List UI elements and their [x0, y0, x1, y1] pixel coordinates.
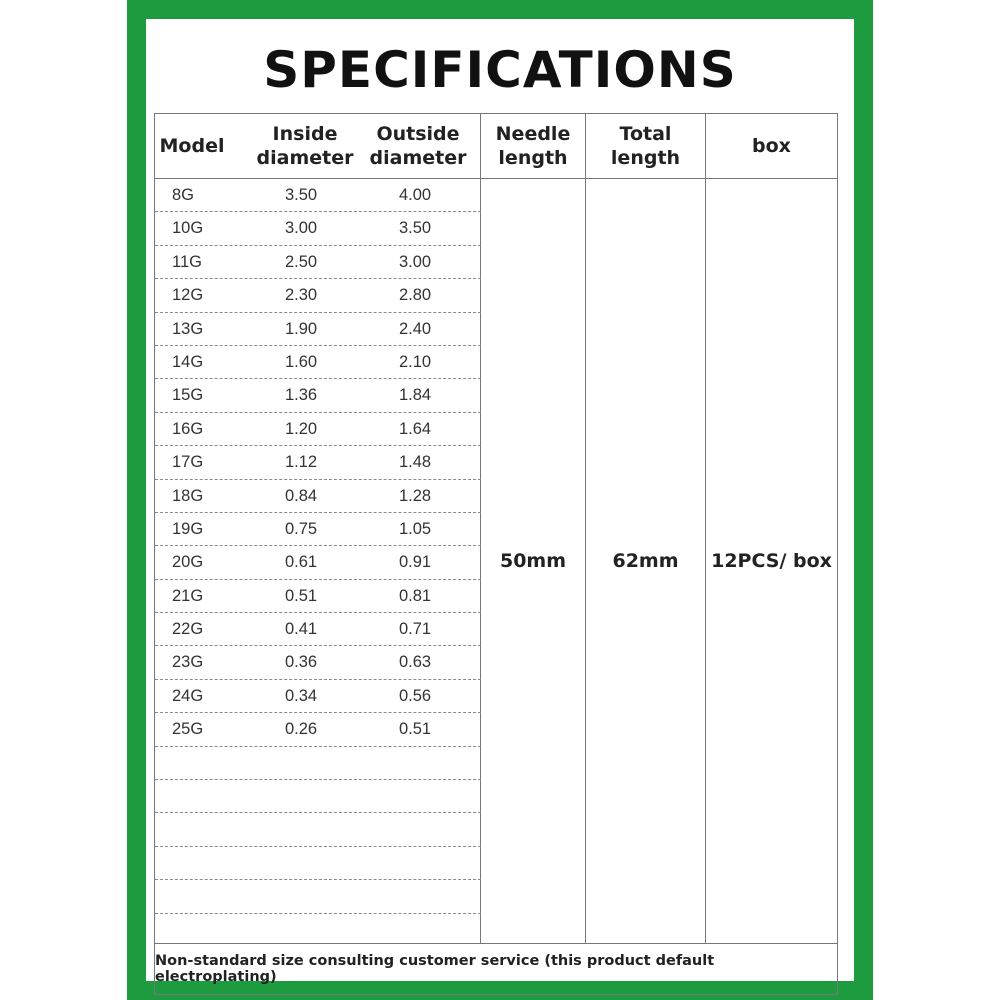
cell-inside-diameter: 2.50: [285, 252, 318, 271]
cell-inside-diameter: 1.12: [285, 453, 318, 472]
cell-outside-diameter: 1.28: [399, 486, 432, 505]
cell-model: 11G: [172, 252, 202, 271]
table-row: [155, 446, 481, 479]
cell-outside-diameter: 4.00: [399, 186, 432, 204]
cell-outside-diameter: 0.71: [399, 620, 432, 639]
cell-model: 22G: [172, 620, 204, 639]
cell-inside-diameter: 1.36: [285, 386, 318, 405]
cell-outside-diameter: 2.80: [399, 286, 432, 305]
cell-model: 12G: [172, 286, 204, 305]
table-row: [155, 480, 481, 513]
cell-inside-diameter: 0.51: [285, 586, 318, 605]
cell-outside-diameter: 2.40: [399, 319, 432, 338]
cell-outside-diameter: 0.81: [399, 586, 432, 605]
cell-outside-diameter: 1.84: [399, 386, 432, 405]
cell-inside-diameter: 0.61: [285, 553, 318, 572]
cell-model: 17G: [172, 453, 204, 472]
table-row: [155, 346, 481, 379]
cell-model: 25G: [172, 720, 204, 739]
cell-inside-diameter: 3.50: [285, 186, 318, 204]
cell-inside-diameter: 0.84: [285, 486, 318, 505]
table-row: [155, 513, 481, 546]
cell-model: 13G: [172, 319, 204, 338]
cell-outside-diameter: 0.56: [399, 686, 432, 705]
cell-model: 14G: [172, 352, 204, 371]
cell-inside-diameter: 0.34: [285, 686, 318, 705]
table-row: [155, 379, 481, 412]
size-rows: [155, 179, 481, 914]
cell-model: 21G: [172, 586, 204, 605]
cell-outside-diameter: 1.05: [399, 519, 432, 538]
header-model: Model: [159, 135, 225, 157]
table-row: [155, 179, 481, 212]
header-box: box: [752, 135, 791, 157]
cell-inside-diameter: 0.26: [285, 720, 318, 739]
table-row: [155, 313, 481, 346]
table-row: [155, 713, 481, 746]
cell-outside-diameter: 1.64: [399, 419, 432, 438]
cell-model: 18G: [172, 486, 204, 505]
table-row: [155, 680, 481, 713]
table-row: [155, 546, 481, 579]
total-length-value: 62mm: [612, 550, 679, 572]
cell-model: 10G: [172, 219, 204, 238]
table-row: [155, 580, 481, 613]
cell-model: 24G: [172, 686, 204, 705]
table-row: [155, 813, 481, 846]
table-row: [155, 747, 481, 780]
cell-outside-diameter: 3.00: [399, 252, 432, 271]
header-total-length: Total length: [610, 123, 681, 169]
cell-model: 8G: [172, 186, 195, 204]
cell-outside-diameter: 0.91: [399, 553, 432, 572]
header-needle-length: Needle length: [495, 123, 571, 169]
table-row: [155, 646, 481, 679]
cell-outside-diameter: 0.51: [399, 720, 432, 739]
table-row: [155, 613, 481, 646]
cell-model: 15G: [172, 386, 204, 405]
cell-model: 19G: [172, 519, 204, 538]
cell-inside-diameter: 0.75: [285, 519, 318, 538]
cell-inside-diameter: 1.90: [285, 319, 318, 338]
cell-inside-diameter: 2.30: [285, 286, 318, 305]
cell-inside-diameter: 0.36: [285, 653, 318, 672]
green-frame: [127, 0, 873, 1000]
cell-inside-diameter: 1.20: [285, 419, 318, 438]
needle-length-value: 50mm: [499, 550, 567, 572]
header-outside-diameter: Outside diameter: [369, 123, 467, 169]
table-row: [155, 246, 481, 279]
table-row: [155, 212, 481, 245]
cell-model: 16G: [172, 419, 204, 438]
footer-note: Non-standard size consulting customer service (this product default electroplating): [155, 953, 715, 985]
table-row: [155, 780, 481, 813]
cell-outside-diameter: 1.48: [399, 453, 432, 472]
table-row: [155, 880, 481, 913]
header-inside-diameter: Inside diameter: [256, 123, 354, 169]
cell-model: 23G: [172, 653, 204, 672]
table-row: [155, 847, 481, 880]
cell-inside-diameter: 1.60: [285, 352, 318, 371]
box-quantity-value: 12PCS/ box: [711, 550, 832, 572]
page-title: SPECIFICATIONS: [263, 41, 737, 99]
table-row: [155, 413, 481, 446]
cell-outside-diameter: 3.50: [399, 219, 432, 238]
cell-outside-diameter: 0.63: [399, 653, 432, 672]
cell-inside-diameter: 3.00: [285, 219, 318, 238]
cell-inside-diameter: 0.41: [285, 620, 318, 639]
cell-outside-diameter: 2.10: [399, 352, 432, 371]
cell-model: 20G: [172, 553, 204, 572]
spec-table: [154, 113, 838, 995]
table-row: [155, 279, 481, 312]
